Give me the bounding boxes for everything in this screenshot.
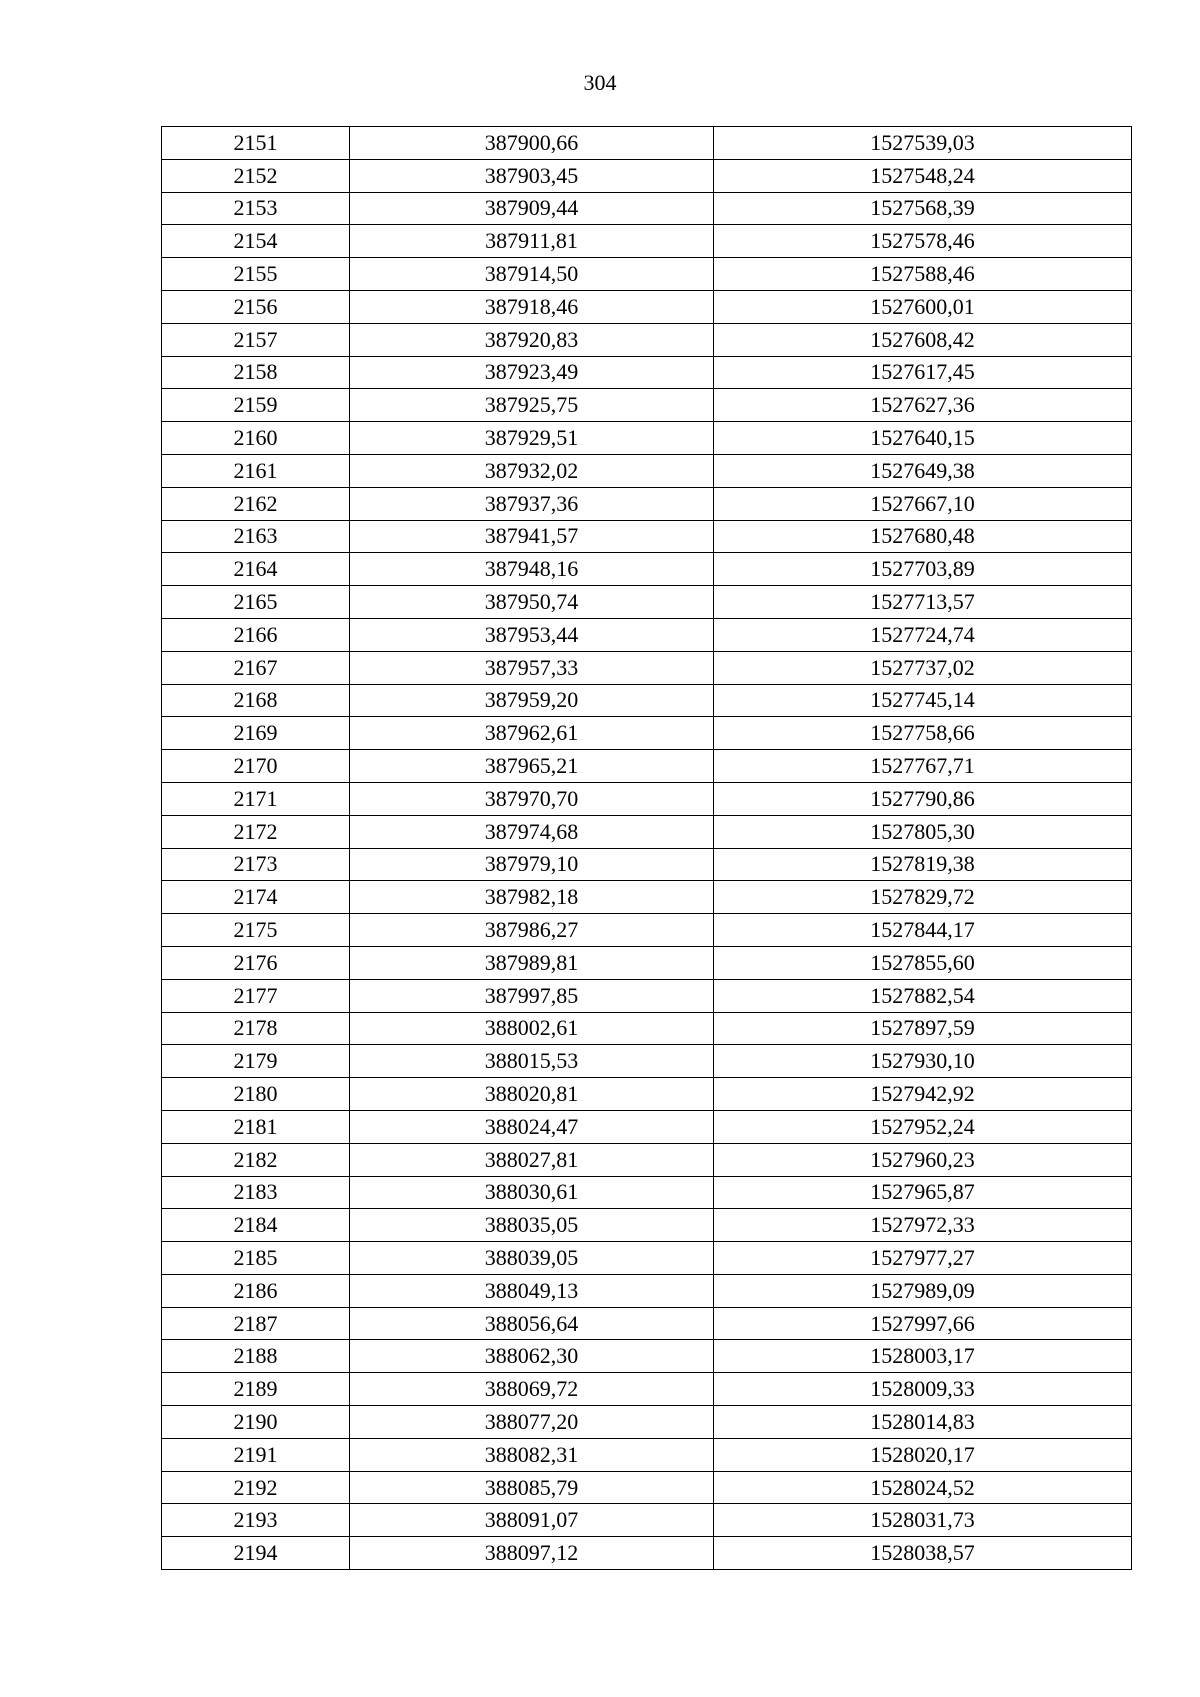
x-coordinate-cell: 387950,74 [350,586,714,619]
x-coordinate-cell: 388035,05 [350,1209,714,1242]
x-coordinate-cell: 387918,46 [350,290,714,323]
table-row [162,258,1132,291]
point-number-cell: 2183 [162,1176,350,1209]
table-row [162,1340,1132,1373]
point-number-cell: 2177 [162,979,350,1012]
x-coordinate-cell: 388015,53 [350,1045,714,1078]
point-number-cell: 2191 [162,1438,350,1471]
y-coordinate-cell: 1527617,45 [714,356,1132,389]
table-row [162,684,1132,717]
y-coordinate-cell: 1527790,86 [714,782,1132,815]
y-coordinate-cell: 1528031,73 [714,1504,1132,1537]
point-number-cell: 2189 [162,1373,350,1406]
y-coordinate-cell: 1527930,10 [714,1045,1132,1078]
point-number-cell: 2178 [162,1012,350,1045]
table-row [162,1307,1132,1340]
y-coordinate-cell: 1528038,57 [714,1537,1132,1570]
x-coordinate-cell: 388077,20 [350,1406,714,1439]
table-row [162,356,1132,389]
x-coordinate-cell: 388030,61 [350,1176,714,1209]
x-coordinate-cell: 387914,50 [350,258,714,291]
table-row [162,1078,1132,1111]
table-row [162,1274,1132,1307]
table-row [162,454,1132,487]
point-number-cell: 2171 [162,782,350,815]
point-number-cell: 2193 [162,1504,350,1537]
x-coordinate-cell: 387953,44 [350,618,714,651]
y-coordinate-cell: 1527568,39 [714,192,1132,225]
y-coordinate-cell: 1527897,59 [714,1012,1132,1045]
x-coordinate-cell: 387920,83 [350,323,714,356]
x-coordinate-cell: 387929,51 [350,422,714,455]
point-number-cell: 2165 [162,586,350,619]
point-number-cell: 2163 [162,520,350,553]
x-coordinate-cell: 387923,49 [350,356,714,389]
point-number-cell: 2152 [162,159,350,192]
point-number-cell: 2181 [162,1110,350,1143]
y-coordinate-cell: 1527627,36 [714,389,1132,422]
point-number-cell: 2160 [162,422,350,455]
x-coordinate-cell: 388091,07 [350,1504,714,1537]
point-number-cell: 2184 [162,1209,350,1242]
table-row [162,323,1132,356]
point-number-cell: 2169 [162,717,350,750]
x-coordinate-cell: 388082,31 [350,1438,714,1471]
point-number-cell: 2156 [162,290,350,323]
x-coordinate-cell: 388027,81 [350,1143,714,1176]
table-row [162,1504,1132,1537]
point-number-cell: 2153 [162,192,350,225]
page-number: 304 [583,70,617,95]
point-number-cell: 2175 [162,914,350,947]
point-number-cell: 2158 [162,356,350,389]
y-coordinate-cell: 1527680,48 [714,520,1132,553]
table-row [162,1373,1132,1406]
x-coordinate-cell: 388039,05 [350,1242,714,1275]
y-coordinate-cell: 1527942,92 [714,1078,1132,1111]
x-coordinate-cell: 387937,36 [350,487,714,520]
table-row [162,782,1132,815]
point-number-cell: 2194 [162,1537,350,1570]
x-coordinate-cell: 387962,61 [350,717,714,750]
y-coordinate-cell: 1527997,66 [714,1307,1132,1340]
table-row [162,422,1132,455]
y-coordinate-cell: 1527539,03 [714,127,1132,160]
table-row [162,1209,1132,1242]
y-coordinate-cell: 1527649,38 [714,454,1132,487]
point-number-cell: 2173 [162,848,350,881]
table-row [162,1406,1132,1439]
x-coordinate-cell: 388024,47 [350,1110,714,1143]
y-coordinate-cell: 1527737,02 [714,651,1132,684]
y-coordinate-cell: 1527855,60 [714,946,1132,979]
y-coordinate-cell: 1527724,74 [714,618,1132,651]
x-coordinate-cell: 387989,81 [350,946,714,979]
point-number-cell: 2180 [162,1078,350,1111]
y-coordinate-cell: 1527758,66 [714,717,1132,750]
table-row [162,1110,1132,1143]
x-coordinate-cell: 387965,21 [350,750,714,783]
y-coordinate-cell: 1527703,89 [714,553,1132,586]
x-coordinate-cell: 387925,75 [350,389,714,422]
x-coordinate-cell: 387911,81 [350,225,714,258]
y-coordinate-cell: 1528009,33 [714,1373,1132,1406]
table-row [162,290,1132,323]
y-coordinate-cell: 1527548,24 [714,159,1132,192]
point-number-cell: 2192 [162,1471,350,1504]
y-coordinate-cell: 1527819,38 [714,848,1132,881]
x-coordinate-cell: 388049,13 [350,1274,714,1307]
y-coordinate-cell: 1527882,54 [714,979,1132,1012]
y-coordinate-cell: 1528003,17 [714,1340,1132,1373]
x-coordinate-cell: 388056,64 [350,1307,714,1340]
coordinates-table [161,126,1132,1570]
y-coordinate-cell: 1527667,10 [714,487,1132,520]
table-row [162,1012,1132,1045]
point-number-cell: 2170 [162,750,350,783]
point-number-cell: 2182 [162,1143,350,1176]
point-number-cell: 2159 [162,389,350,422]
table-row [162,946,1132,979]
point-number-cell: 2157 [162,323,350,356]
y-coordinate-cell: 1527588,46 [714,258,1132,291]
x-coordinate-cell: 388062,30 [350,1340,714,1373]
table-row [162,979,1132,1012]
table-row [162,1143,1132,1176]
x-coordinate-cell: 387982,18 [350,881,714,914]
y-coordinate-cell: 1527960,23 [714,1143,1132,1176]
table-row [162,848,1132,881]
point-number-cell: 2164 [162,553,350,586]
y-coordinate-cell: 1528014,83 [714,1406,1132,1439]
y-coordinate-cell: 1527965,87 [714,1176,1132,1209]
point-number-cell: 2162 [162,487,350,520]
y-coordinate-cell: 1527844,17 [714,914,1132,947]
point-number-cell: 2168 [162,684,350,717]
y-coordinate-cell: 1527767,71 [714,750,1132,783]
x-coordinate-cell: 387903,45 [350,159,714,192]
table-row [162,717,1132,750]
point-number-cell: 2187 [162,1307,350,1340]
y-coordinate-cell: 1527600,01 [714,290,1132,323]
point-number-cell: 2188 [162,1340,350,1373]
x-coordinate-cell: 387970,70 [350,782,714,815]
y-coordinate-cell: 1527608,42 [714,323,1132,356]
x-coordinate-cell: 387974,68 [350,815,714,848]
table-row [162,914,1132,947]
point-number-cell: 2176 [162,946,350,979]
point-number-cell: 2151 [162,127,350,160]
table-row [162,192,1132,225]
table-row [162,487,1132,520]
table-row [162,1471,1132,1504]
point-number-cell: 2161 [162,454,350,487]
table-row [162,159,1132,192]
table-row [162,553,1132,586]
table-row [162,1045,1132,1078]
point-number-cell: 2190 [162,1406,350,1439]
table-row [162,881,1132,914]
x-coordinate-cell: 387957,33 [350,651,714,684]
point-number-cell: 2174 [162,881,350,914]
table-row [162,1438,1132,1471]
x-coordinate-cell: 388069,72 [350,1373,714,1406]
table-row [162,1537,1132,1570]
table-row [162,1176,1132,1209]
y-coordinate-cell: 1527713,57 [714,586,1132,619]
x-coordinate-cell: 387948,16 [350,553,714,586]
y-coordinate-cell: 1527805,30 [714,815,1132,848]
table-row [162,586,1132,619]
table-row [162,520,1132,553]
table-row [162,225,1132,258]
x-coordinate-cell: 388002,61 [350,1012,714,1045]
y-coordinate-cell: 1527952,24 [714,1110,1132,1143]
coordinates-table-body [162,127,1132,1570]
y-coordinate-cell: 1528024,52 [714,1471,1132,1504]
table-row [162,389,1132,422]
point-number-cell: 2166 [162,618,350,651]
y-coordinate-cell: 1527829,72 [714,881,1132,914]
table-row [162,750,1132,783]
x-coordinate-cell: 387997,85 [350,979,714,1012]
point-number-cell: 2167 [162,651,350,684]
x-coordinate-cell: 387932,02 [350,454,714,487]
y-coordinate-cell: 1527578,46 [714,225,1132,258]
point-number-cell: 2179 [162,1045,350,1078]
point-number-cell: 2154 [162,225,350,258]
x-coordinate-cell: 387909,44 [350,192,714,225]
x-coordinate-cell: 388085,79 [350,1471,714,1504]
table-row [162,651,1132,684]
x-coordinate-cell: 387941,57 [350,520,714,553]
table-row [162,815,1132,848]
x-coordinate-cell: 387986,27 [350,914,714,947]
x-coordinate-cell: 387979,10 [350,848,714,881]
table-row [162,618,1132,651]
y-coordinate-cell: 1527745,14 [714,684,1132,717]
y-coordinate-cell: 1528020,17 [714,1438,1132,1471]
point-number-cell: 2185 [162,1242,350,1275]
x-coordinate-cell: 388097,12 [350,1537,714,1570]
point-number-cell: 2186 [162,1274,350,1307]
point-number-cell: 2172 [162,815,350,848]
y-coordinate-cell: 1527989,09 [714,1274,1132,1307]
x-coordinate-cell: 388020,81 [350,1078,714,1111]
x-coordinate-cell: 387959,20 [350,684,714,717]
x-coordinate-cell: 387900,66 [350,127,714,160]
y-coordinate-cell: 1527640,15 [714,422,1132,455]
point-number-cell: 2155 [162,258,350,291]
table-row [162,127,1132,160]
table-row [162,1242,1132,1275]
y-coordinate-cell: 1527977,27 [714,1242,1132,1275]
y-coordinate-cell: 1527972,33 [714,1209,1132,1242]
